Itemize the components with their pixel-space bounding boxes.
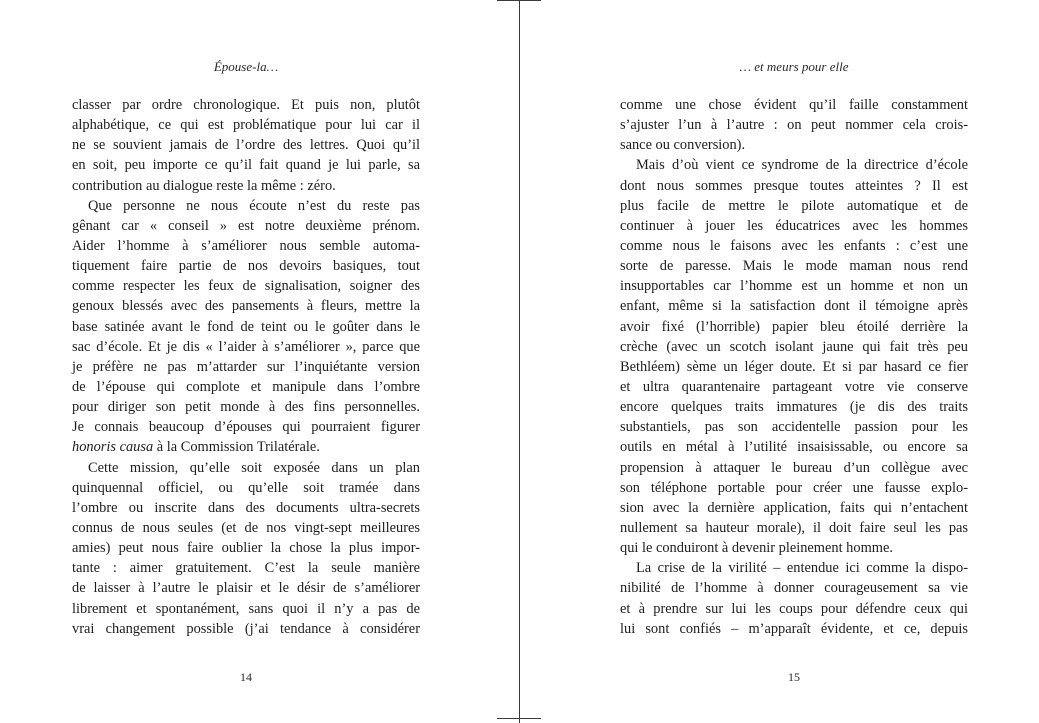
text-line: vrai changement possible (j’ai tendance à considérer [72, 620, 420, 637]
text-line: ne se souvient jamais de l’ordre des lettres. Quoi qu’il [72, 137, 420, 154]
left-page-text [72, 95, 420, 639]
text-line: alphabétique, ce qui est problématique pour lui car il [72, 117, 420, 134]
text-line: je préfère ne pas m’attarder sur l’inquiétante version [72, 358, 420, 375]
text-line: sance ou conversion). [620, 137, 746, 154]
text-line: sion avec la dernière application, faits qui n’entachent [620, 499, 968, 516]
text-line: insupportables car l’homme est un homme et non un [620, 278, 968, 295]
text-line: base satinée avant le fond de teint ou le goûter dans le [72, 318, 420, 335]
text-line: sorte de paresse. Mais le mode maman nous rend [620, 258, 968, 275]
text-line: enfant, même si la satisfaction dont il témoigne après [620, 298, 968, 315]
page-number-left: 14 [240, 670, 252, 684]
right-page-text [620, 95, 968, 639]
text-line: qui le conduiront à devenir pleinement homme. [620, 540, 893, 557]
text-line: comme une chose évident qu’il faille constamment [620, 97, 968, 113]
text-line: propension à attaquer le bureau d’un collègue avec [620, 459, 968, 476]
text-line: connus de nous seules (et de nos vingt-sept meilleures [72, 519, 420, 536]
text-line: de laisser à l’autre le plaisir et le désir de s’améliorer [72, 580, 420, 597]
text-fragment: à la Commission Trilatérale. [153, 439, 320, 456]
text-line: et à prendre sur lui les coups pour défendre ceux qui [620, 600, 968, 617]
text-line: tiquement faire partie de nos devoirs basiques, tout [72, 258, 420, 275]
text-line: Cette mission, qu’elle soit exposée dans un plan [88, 459, 420, 476]
text-line: Aider l’homme à s’améliorer nous semble automa- [72, 237, 420, 254]
left-page [72, 0, 420, 723]
running-head-left: Épouse-la… [213, 59, 279, 74]
text-line: nibilité de l’homme à donner courageusement sa vie [620, 580, 968, 597]
book-spine-line [519, 0, 520, 723]
text-line: pour diriger son petit monde à des fins personnelles. [72, 399, 420, 416]
text-line: tante : aimer gratuitement. C’est la seule manière [72, 560, 420, 577]
page-number-right: 15 [788, 670, 800, 684]
text-line: avoir fixé (l’horrible) papier bleu étoilé derrière la [620, 318, 968, 335]
text-line: l’ombre ou inscrite dans des documents ultra-secrets [72, 499, 420, 516]
text-line: outils en métal à l’utilité insaisissable, ou encore sa [620, 439, 968, 456]
text-line: librement et spontanément, sans quoi il n’y a pas de [72, 600, 420, 617]
text-line: gênant car « conseil » est notre deuxième prénom. [72, 217, 420, 234]
text-line: de l’épouse qui complote et manipule dans l’ombre [72, 378, 420, 395]
crop-mark-bottom [497, 718, 541, 719]
text-line: substantiels, pas son accidentelle passion pour les [620, 419, 968, 436]
text-line: dont nous sommes presque toutes atteintes ? Il est [620, 177, 968, 194]
text-line: lui sont confiés – m’apparaît évidente, et ce, depuis [620, 620, 968, 637]
text-line: comme respecter les feux de signalisation, soigner des [72, 278, 420, 295]
text-line: Mais d’où vient ce syndrome de la directrice d’école [636, 157, 968, 174]
text-line: encore quelques traits immatures (je dis des traits [620, 399, 968, 416]
italic-phrase: honoris causa [72, 439, 154, 456]
text-line: Je connais beaucoup d’épouses qui pourraient figurer [72, 419, 420, 436]
text-line: Bethléem) sème un léger doute. Et si par hasard ce fier [620, 358, 968, 375]
text-line: La crise de la virilité – entendue ici comme la dispo- [636, 560, 968, 577]
text-line: amies) peut nous faire oublier la chose la plus impor- [72, 540, 420, 557]
text-line: nullement sa hauteur morale), il doit faire seul les pas [620, 519, 968, 536]
text-line [72, 437, 420, 457]
text-line: Que personne ne nous écoute n’est du reste pas [88, 197, 420, 214]
text-line: en soit, peu importe ce qu’il fait quand je lui parle, sa [72, 157, 420, 174]
text-line: sac d’école. Et je dis « l’aider à s’améliorer », parce que [72, 338, 420, 355]
text-line: genoux blessés avec des pansements à fleurs, mettre la [72, 298, 420, 315]
running-head-right: … et meurs pour elle [739, 59, 849, 74]
text-line: quinquennal officiel, ou qu’elle soit tramée dans [72, 479, 420, 496]
text-line: et ultra quarantenaire partageant votre vie conserve [620, 378, 968, 395]
text-line: s’ajuster l’un à l’autre : on peut nommer cela crois- [620, 117, 968, 134]
crop-mark-top [497, 0, 541, 1]
text-line: classer par ordre chronologique. Et puis non, plutôt [72, 97, 420, 113]
text-line: son téléphone portable pour créer une fausse explo- [620, 479, 968, 496]
text-line: crèche (avec un scotch isolant jaune qui fait très peu [620, 338, 968, 355]
right-page [620, 0, 968, 723]
text-line: plus facile de mettre le pilote automatique et de [620, 197, 968, 214]
text-line: contribution au dialogue reste la même : zéro. [72, 177, 336, 194]
text-line: continuer à jouer les éducatrices avec les hommes [620, 217, 968, 234]
text-line: comme nous le faisons avec les enfants : c’est une [620, 237, 968, 254]
